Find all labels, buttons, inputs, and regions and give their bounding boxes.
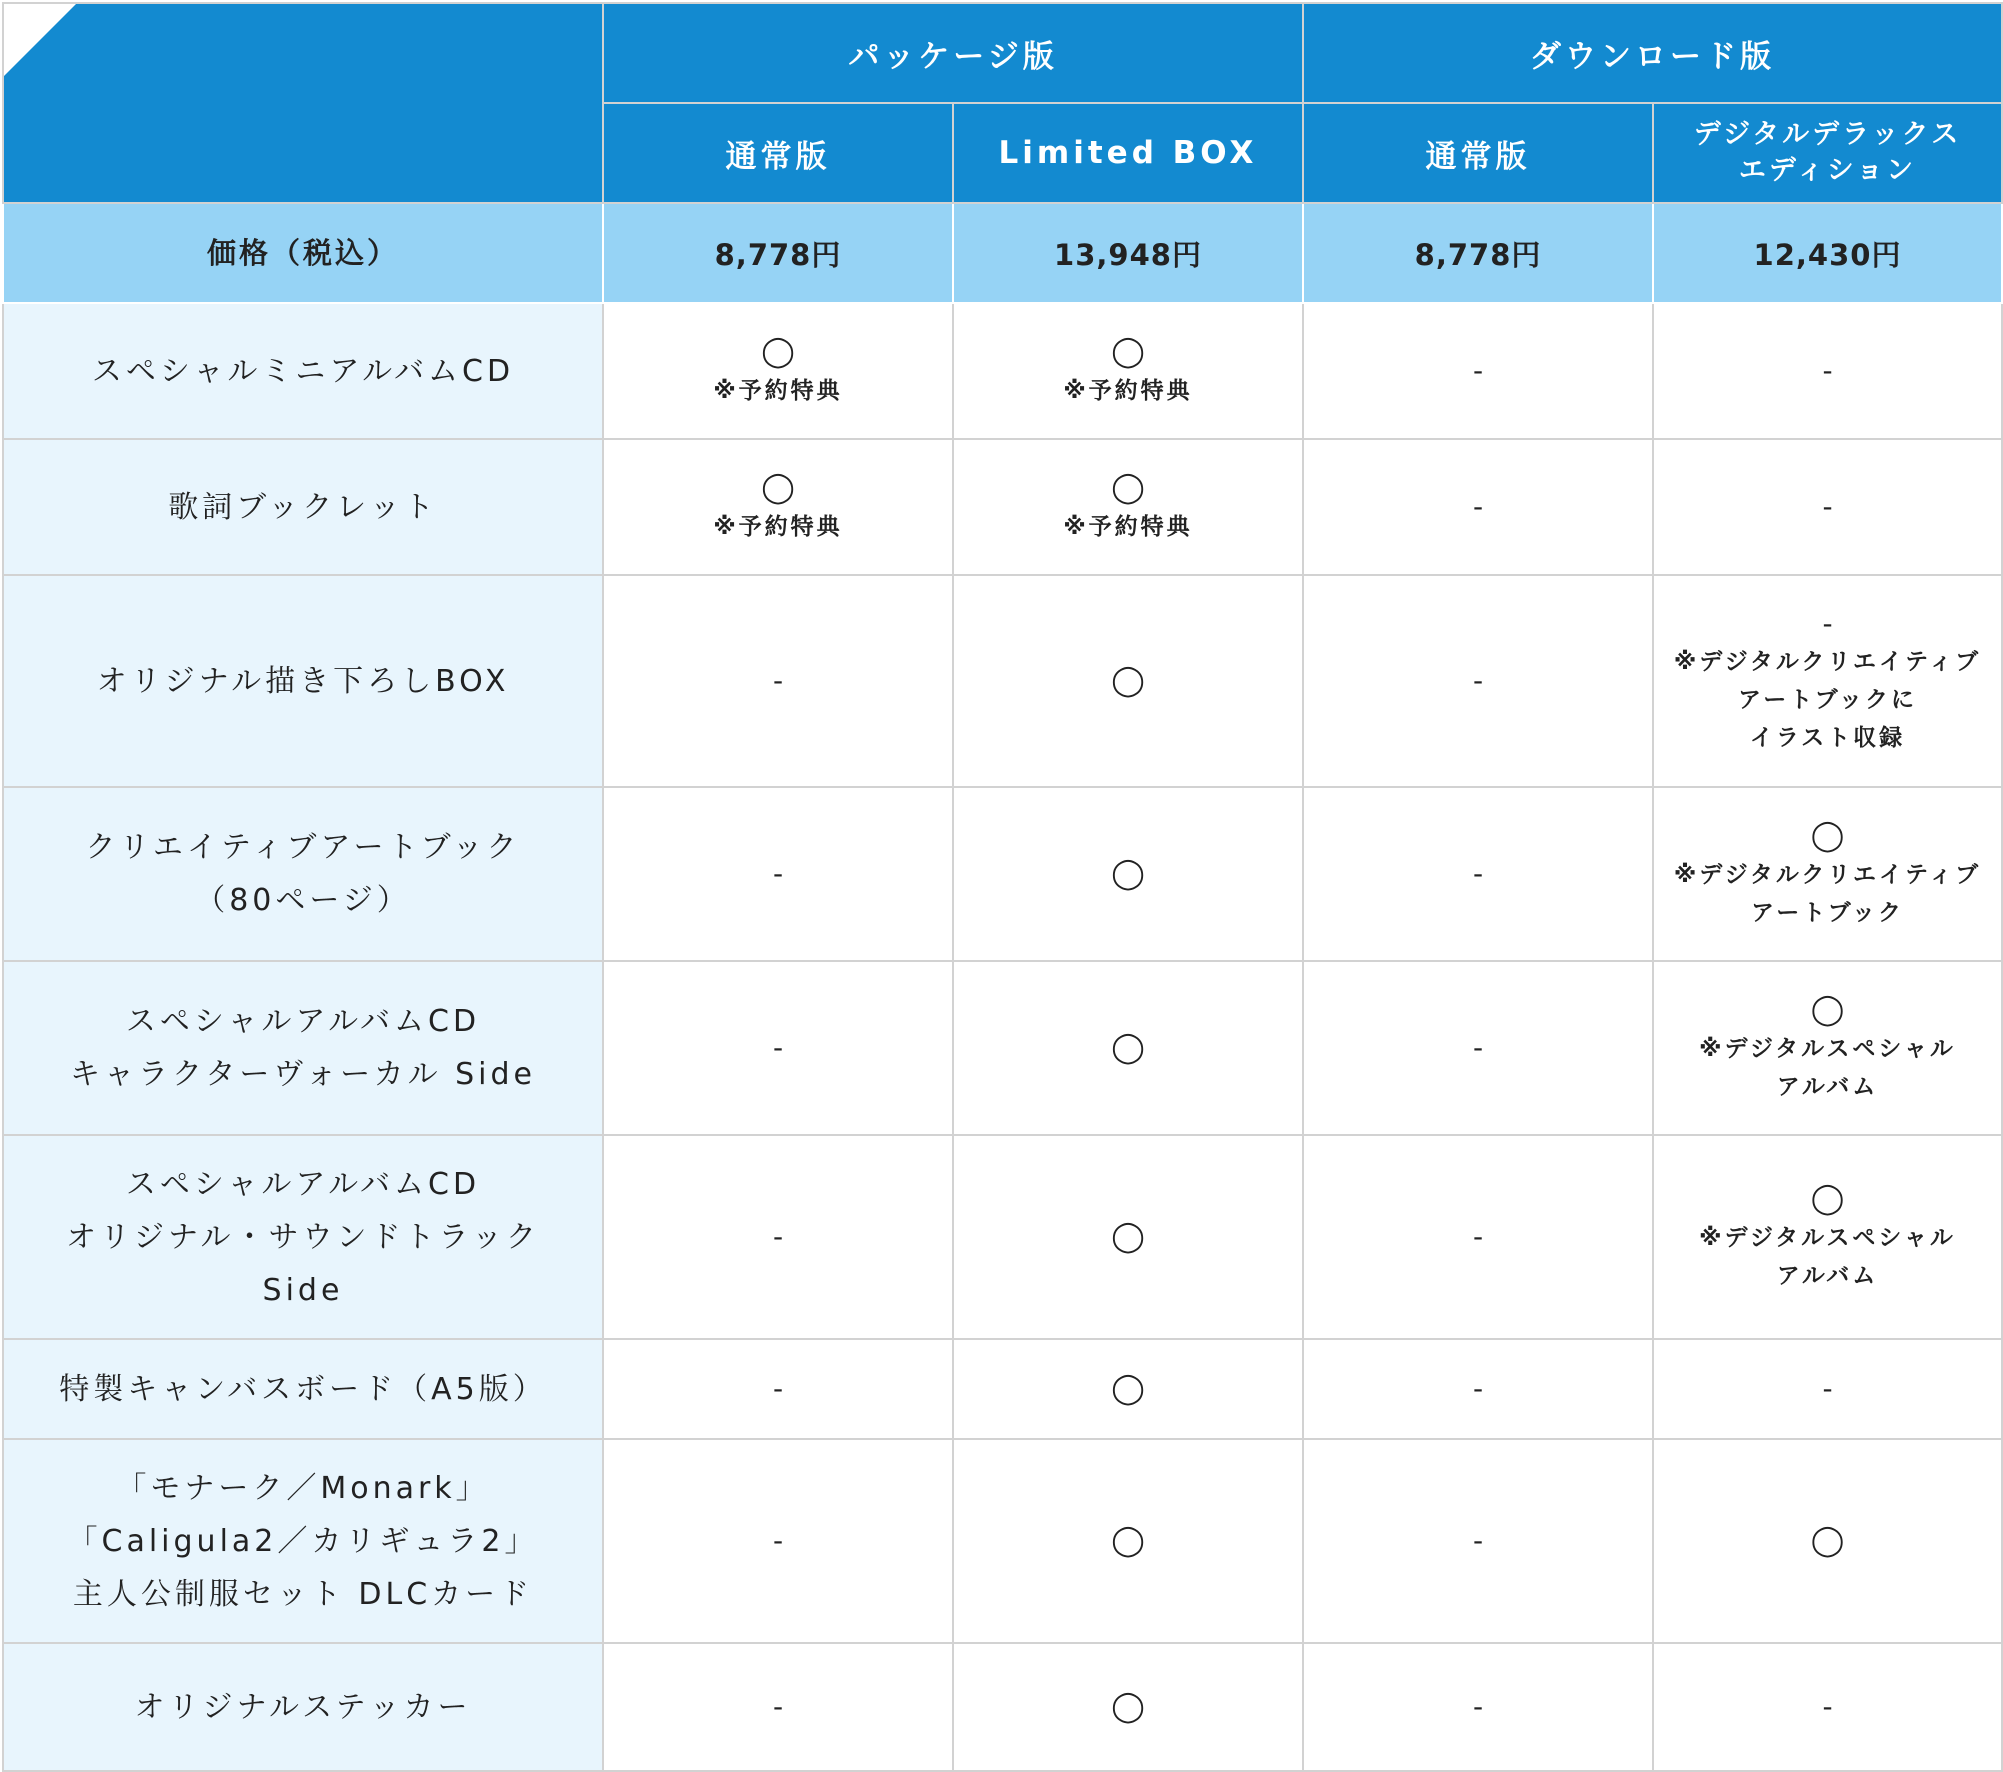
included-mark: ◯	[1111, 1689, 1145, 1724]
column-header-package-standard: 通常版	[603, 103, 953, 203]
row-label	[3, 1339, 603, 1439]
not-included-mark: -	[772, 1220, 784, 1253]
cell-package-standard	[603, 439, 953, 575]
included-mark: ◯	[1111, 1030, 1145, 1065]
not-included-mark: -	[1822, 607, 1833, 640]
cell-package-standard	[603, 575, 953, 787]
price-package-limited: 13,948円	[953, 203, 1303, 303]
cell-note-line: アルバム	[1776, 1074, 1879, 1100]
included-mark: ◯	[1810, 818, 1845, 853]
cell-note-line: アートブックに	[1738, 687, 1918, 713]
cell-note-line: ※予約特典	[1063, 514, 1193, 540]
edition-comparison-table	[2, 2, 2003, 1772]
cell-download-standard	[1303, 1643, 1653, 1771]
cell-package-standard	[603, 1339, 953, 1439]
table-row	[3, 1339, 2002, 1439]
cell-download-deluxe	[1653, 961, 2002, 1135]
cell-download-deluxe	[1653, 1439, 2002, 1643]
price-row	[3, 203, 2002, 303]
cell-download-standard	[1303, 1135, 1653, 1339]
corner-notch	[4, 4, 76, 76]
cell-package-standard	[603, 303, 953, 439]
table-row	[3, 961, 2002, 1135]
row-label-line: 「Caligula2／カリギュラ2」	[67, 1523, 539, 1559]
row-label-line: オリジナル描き下ろしBOX	[96, 663, 510, 699]
row-label-line: Side	[262, 1272, 344, 1308]
cell-package-standard	[603, 1135, 953, 1339]
cell-download-deluxe	[1653, 787, 2002, 961]
not-included-mark: -	[772, 1031, 784, 1064]
not-included-mark: -	[772, 664, 784, 697]
row-label-line: オリジナル・サウンドトラック	[66, 1219, 540, 1255]
cell-download-standard	[1303, 1339, 1653, 1439]
row-label	[3, 1643, 603, 1771]
row-label-line: 主人公制服セット DLCカード	[72, 1576, 534, 1612]
cell-download-standard	[1303, 787, 1653, 961]
included-mark: ◯	[1111, 1219, 1145, 1254]
cell-package-limited	[953, 1339, 1303, 1439]
not-included-mark: -	[1472, 354, 1484, 387]
not-included-mark: -	[1472, 664, 1484, 697]
included-mark: ◯	[761, 470, 795, 505]
not-included-mark: -	[772, 1690, 784, 1723]
column-header-download-standard: 通常版	[1303, 103, 1653, 203]
cell-note-line: アートブック	[1751, 900, 1905, 926]
row-label	[3, 303, 603, 439]
included-mark: ◯	[1111, 856, 1145, 891]
group-header-download: ダウンロード版	[1303, 3, 2002, 103]
price-package-standard: 8,778円	[603, 203, 953, 303]
not-included-mark: -	[772, 1372, 784, 1405]
cell-package-limited	[953, 1439, 1303, 1643]
not-included-mark: -	[772, 857, 784, 890]
row-label	[3, 1135, 603, 1339]
row-label-line: キャラクターヴォーカル Side	[69, 1057, 536, 1092]
not-included-mark: -	[1472, 1031, 1484, 1064]
cell-note-line: ※デジタルクリエイティブ	[1673, 649, 1982, 675]
cell-download-deluxe	[1653, 1135, 2002, 1339]
cell-note-line: ※予約特典	[1063, 378, 1193, 404]
row-label-line: クリエイティブアートブック	[85, 830, 521, 865]
table-row	[3, 787, 2002, 961]
cell-package-limited	[953, 303, 1303, 439]
included-mark: ◯	[1111, 1371, 1145, 1406]
not-included-mark: -	[1472, 857, 1484, 890]
not-included-mark: -	[1472, 1372, 1484, 1405]
row-label-line: 特製キャンバスボード（A5版）	[59, 1371, 547, 1407]
cell-download-deluxe	[1653, 1339, 2002, 1439]
row-label	[3, 787, 603, 961]
cell-download-standard	[1303, 303, 1653, 439]
included-mark: ◯	[1810, 1523, 1845, 1558]
price-download-standard: 8,778円	[1303, 203, 1653, 303]
table-row	[3, 1135, 2002, 1339]
column-header-download-deluxe	[1653, 103, 2002, 203]
row-label-line: （80ページ）	[195, 883, 411, 918]
not-included-mark: -	[1822, 354, 1833, 387]
cell-package-limited	[953, 575, 1303, 787]
row-label-line: スペシャルアルバムCD	[125, 1166, 481, 1202]
included-mark: ◯	[1810, 1181, 1845, 1216]
cell-package-limited	[953, 961, 1303, 1135]
not-included-mark: -	[1822, 1372, 1833, 1405]
not-included-mark: -	[1472, 1220, 1484, 1253]
column-header-deluxe-line-1: デジタルデラックス	[1693, 119, 1962, 150]
cell-download-standard	[1303, 439, 1653, 575]
cell-download-deluxe	[1653, 575, 2002, 787]
cell-download-deluxe	[1653, 439, 2002, 575]
cell-package-standard	[603, 1439, 953, 1643]
table-row	[3, 439, 2002, 575]
row-label	[3, 961, 603, 1135]
table-row	[3, 1643, 2002, 1771]
cell-package-limited	[953, 1135, 1303, 1339]
cell-download-standard	[1303, 1439, 1653, 1643]
cell-note-line: ※予約特典	[713, 514, 843, 540]
cell-note-line: ※デジタルスペシャル	[1699, 1225, 1956, 1251]
cell-package-limited	[953, 439, 1303, 575]
column-header-deluxe-line-2: エディション	[1738, 155, 1917, 186]
row-label	[3, 575, 603, 787]
not-included-mark: -	[1472, 1524, 1484, 1557]
cell-download-standard	[1303, 575, 1653, 787]
not-included-mark: -	[1822, 490, 1833, 523]
row-label-line: 「モナーク／Monark」	[116, 1470, 490, 1506]
included-mark: ◯	[1810, 992, 1845, 1027]
cell-note-line: ※デジタルクリエイティブ	[1673, 862, 1982, 888]
cell-note-line: ※デジタルスペシャル	[1699, 1036, 1956, 1062]
table-row	[3, 1439, 2002, 1643]
price-label: 価格（税込）	[3, 203, 603, 303]
row-label	[3, 439, 603, 575]
cell-download-deluxe	[1653, 303, 2002, 439]
included-mark: ◯	[761, 334, 795, 369]
column-header-package-limited: Limited BOX	[953, 103, 1303, 203]
cell-package-standard	[603, 1643, 953, 1771]
not-included-mark: -	[1472, 490, 1484, 523]
table-row	[3, 303, 2002, 439]
not-included-mark: -	[772, 1524, 784, 1557]
row-label-line: オリジナルステッカー	[134, 1689, 472, 1725]
row-label	[3, 1439, 603, 1643]
price-download-deluxe: 12,430円	[1653, 203, 2002, 303]
cell-package-standard	[603, 961, 953, 1135]
table-corner	[3, 3, 603, 203]
group-header-package: パッケージ版	[603, 3, 1303, 103]
table-row	[3, 575, 2002, 787]
cell-note-line: アルバム	[1776, 1263, 1879, 1289]
not-included-mark: -	[1822, 1690, 1833, 1723]
cell-package-limited	[953, 787, 1303, 961]
row-label-line: 歌詞ブックレット	[168, 489, 438, 525]
cell-download-deluxe	[1653, 1643, 2002, 1771]
included-mark: ◯	[1111, 334, 1145, 369]
included-mark: ◯	[1111, 663, 1145, 698]
not-included-mark: -	[1472, 1690, 1484, 1723]
included-mark: ◯	[1111, 470, 1145, 505]
row-label-line: スペシャルアルバムCD	[125, 1004, 481, 1039]
cell-package-limited	[953, 1643, 1303, 1771]
cell-download-standard	[1303, 961, 1653, 1135]
cell-note-line: ※予約特典	[713, 378, 843, 404]
cell-package-standard	[603, 787, 953, 961]
included-mark: ◯	[1111, 1523, 1145, 1558]
row-label-line: スペシャルミニアルバムCD	[91, 353, 515, 389]
cell-note-line: イラスト収録	[1749, 725, 1906, 751]
